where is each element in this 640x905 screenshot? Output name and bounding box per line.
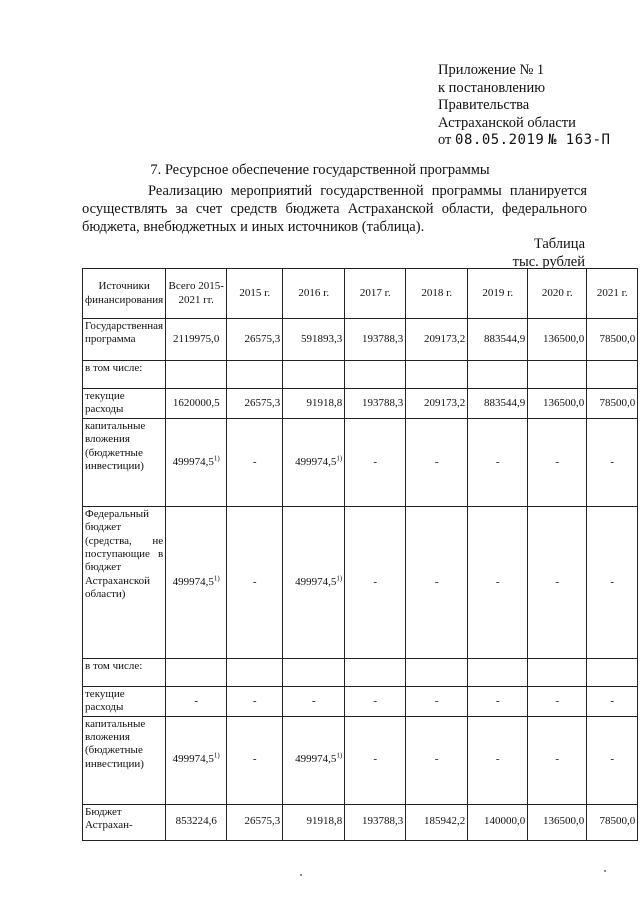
cell-value: 1620000,5	[172, 396, 220, 409]
header-cell: 2021 г.	[587, 269, 638, 319]
cell-value: -	[495, 575, 500, 588]
source-cell	[83, 418, 166, 506]
value-cell	[345, 686, 406, 716]
table-row	[83, 658, 638, 686]
value-cell	[345, 506, 406, 658]
cell-value: 136500,0	[542, 815, 585, 828]
cell-value: -	[434, 455, 439, 468]
table-body	[83, 319, 638, 841]
value-cell	[406, 389, 468, 419]
cell-value: -	[252, 753, 257, 766]
value-cell	[283, 716, 345, 804]
scan-speck	[604, 870, 606, 872]
cell-value: 91918,8	[306, 396, 343, 409]
cell-value: 853224,6	[175, 815, 217, 828]
source-cell	[83, 686, 166, 716]
value-cell	[166, 506, 227, 658]
cell-value: -	[610, 455, 615, 468]
value-cell	[227, 389, 283, 419]
cell-value: -	[610, 694, 615, 707]
decree-date: 08.05.2019	[455, 132, 545, 149]
cell-value: 591893,3	[300, 332, 343, 345]
value-cell	[227, 361, 283, 389]
source-cell	[83, 804, 166, 840]
footnote-mark: 1)	[336, 573, 343, 582]
cell-value: 193788,3	[361, 815, 404, 828]
table-row	[83, 686, 638, 716]
header-cell: 2017 г.	[345, 269, 406, 319]
cell-value: -	[252, 694, 257, 707]
appendix-line-1: Приложение № 1	[438, 62, 545, 78]
cell-value: 26575,3	[244, 396, 281, 409]
table-row	[83, 319, 638, 361]
header-cell: Всего 2015-2021 гг.	[166, 269, 227, 319]
value-cell	[587, 389, 638, 419]
source-label: капитальные вложения (бюджетные инвестиции)	[85, 717, 146, 770]
table-row	[83, 361, 638, 389]
cell-value: 26575,3	[244, 815, 281, 828]
value-cell	[406, 418, 468, 506]
value-cell	[345, 319, 406, 361]
value-cell	[166, 361, 227, 389]
source-label: в том числе:	[85, 362, 143, 374]
header-cell: 2019 г.	[468, 269, 528, 319]
source-label: капитальные вложения (бюджетные инвестиции)	[85, 419, 146, 473]
cell-value: 78500,0	[599, 815, 636, 828]
cell-value: -	[434, 694, 439, 707]
footnote-mark: 1)	[213, 453, 220, 462]
resource-table	[82, 268, 638, 841]
source-cell	[83, 716, 166, 804]
source-label: текущие расходы	[85, 687, 125, 714]
value-cell	[468, 418, 528, 506]
value-cell	[468, 804, 528, 840]
cell-value: 499974,5	[295, 753, 337, 766]
value-cell	[166, 716, 227, 804]
value-cell	[468, 686, 528, 716]
value-cell	[227, 418, 283, 506]
value-cell	[406, 716, 468, 804]
value-cell	[345, 389, 406, 419]
intro-paragraph	[82, 183, 587, 236]
cell-value: -	[252, 575, 257, 588]
cell-value: -	[555, 694, 560, 707]
value-cell	[345, 804, 406, 840]
source-cell	[83, 319, 166, 361]
cell-value: 26575,3	[244, 332, 281, 345]
value-cell	[227, 506, 283, 658]
value-cell	[587, 716, 638, 804]
cell-value: 91918,8	[306, 815, 343, 828]
decree-date-number	[438, 132, 610, 150]
source-label: текущие расходы	[85, 390, 125, 416]
cell-value: 140000,0	[483, 815, 526, 828]
value-cell	[587, 361, 638, 389]
value-cell	[468, 389, 528, 419]
cell-value: 499974,5	[172, 455, 214, 468]
cell-value: -	[373, 753, 378, 766]
value-cell	[528, 716, 587, 804]
table-row	[83, 804, 638, 840]
value-cell	[283, 804, 345, 840]
table-row	[83, 389, 638, 419]
value-cell	[587, 804, 638, 840]
cell-value: -	[373, 575, 378, 588]
intro-text: Реализацию мероприятий государственной программы планируется осуществлять за счет средств бюджета Астраханской области, федерального бюджета, внебюджетных и иных источников (таблица).	[82, 183, 587, 235]
value-cell	[406, 506, 468, 658]
source-label: Государственная программа	[85, 320, 164, 346]
source-cell	[83, 506, 166, 658]
cell-value: -	[252, 455, 257, 468]
header-cell: 2016 г.	[283, 269, 345, 319]
cell-value: -	[373, 455, 378, 468]
value-cell	[283, 418, 345, 506]
value-cell	[406, 319, 468, 361]
cell-value: 193788,3	[361, 396, 404, 409]
value-cell	[166, 319, 227, 361]
table-row	[83, 716, 638, 804]
cell-value: -	[555, 455, 560, 468]
table-row	[83, 418, 638, 506]
value-cell	[528, 658, 587, 686]
decree-number: № 163-П	[547, 132, 611, 149]
value-cell	[166, 389, 227, 419]
cell-value: 185942,2	[423, 815, 466, 828]
cell-value: 136500,0	[542, 332, 585, 345]
header-cell: 2015 г.	[227, 269, 283, 319]
value-cell	[283, 361, 345, 389]
value-cell	[587, 506, 638, 658]
value-cell	[528, 686, 587, 716]
cell-value: 78500,0	[599, 396, 636, 409]
value-cell	[227, 804, 283, 840]
section-title: 7. Ресурсное обеспечение государственной программы	[150, 162, 490, 178]
cell-value: -	[555, 753, 560, 766]
cell-value: 499974,5	[295, 575, 337, 588]
source-cell	[83, 658, 166, 686]
table-label: Таблица	[533, 236, 585, 252]
cell-value: 78500,0	[599, 332, 636, 345]
cell-value: -	[495, 694, 500, 707]
cell-value: -	[610, 753, 615, 766]
footnote-mark: 1)	[336, 751, 343, 760]
table-caption	[513, 236, 585, 271]
cell-value: -	[194, 694, 199, 707]
value-cell	[227, 658, 283, 686]
value-cell	[468, 658, 528, 686]
cell-value: -	[373, 694, 378, 707]
value-cell	[166, 418, 227, 506]
scan-speck	[300, 874, 302, 876]
cell-value: 193788,3	[361, 332, 404, 345]
footnote-mark: 1)	[213, 751, 220, 760]
value-cell	[166, 658, 227, 686]
cell-value: -	[434, 575, 439, 588]
value-cell	[166, 804, 227, 840]
cell-value: 499974,5	[172, 575, 214, 588]
table-row	[83, 506, 638, 658]
cell-value: 499974,5	[295, 455, 337, 468]
cell-value: -	[555, 575, 560, 588]
value-cell	[283, 506, 345, 658]
cell-value: -	[495, 455, 500, 468]
cell-value: 209173,2	[423, 396, 466, 409]
decree-date-prefix: от	[438, 132, 452, 149]
value-cell	[283, 658, 345, 686]
cell-value: -	[434, 753, 439, 766]
cell-value: 883544,9	[483, 396, 526, 409]
appendix-header	[438, 62, 610, 150]
footnote-mark: 1)	[213, 573, 220, 582]
appendix-line-4: Астраханской области	[438, 114, 576, 131]
source-label: Федеральный бюджет (средства, не поступающие в бюджет Астраханской области)	[85, 507, 164, 601]
value-cell	[587, 658, 638, 686]
value-cell	[283, 319, 345, 361]
value-cell	[468, 506, 528, 658]
value-cell	[227, 716, 283, 804]
value-cell	[227, 319, 283, 361]
header-cell: 2018 г.	[406, 269, 468, 319]
cell-value: 499974,5	[172, 753, 214, 766]
value-cell	[283, 686, 345, 716]
value-cell	[587, 319, 638, 361]
value-cell	[468, 361, 528, 389]
value-cell	[528, 804, 587, 840]
source-label: Бюджет Астрахан-	[85, 805, 133, 832]
source-cell	[83, 389, 166, 419]
value-cell	[406, 361, 468, 389]
value-cell	[587, 686, 638, 716]
value-cell	[283, 389, 345, 419]
appendix-line-3: Правительства	[438, 97, 530, 114]
value-cell	[345, 716, 406, 804]
value-cell	[468, 319, 528, 361]
value-cell	[528, 506, 587, 658]
source-cell	[83, 361, 166, 389]
table-header-row	[83, 269, 638, 319]
value-cell	[406, 686, 468, 716]
cell-value: -	[495, 753, 500, 766]
value-cell	[406, 658, 468, 686]
value-cell	[345, 361, 406, 389]
header-cell: 2020 г.	[528, 269, 587, 319]
value-cell	[528, 319, 587, 361]
units-label: тыс. рублей	[512, 253, 585, 270]
cell-value: -	[610, 575, 615, 588]
value-cell	[528, 361, 587, 389]
value-cell	[345, 658, 406, 686]
value-cell	[166, 686, 227, 716]
header-cell: Источники финансирования	[83, 269, 166, 319]
value-cell	[528, 418, 587, 506]
footnote-mark: 1)	[336, 453, 343, 462]
value-cell	[227, 686, 283, 716]
cell-value: 209173,2	[423, 332, 466, 345]
appendix-line-2: к постановлению	[438, 79, 546, 96]
value-cell	[528, 389, 587, 419]
cell-value: -	[311, 694, 316, 707]
value-cell	[345, 418, 406, 506]
source-label: в том числе:	[85, 659, 143, 672]
value-cell	[587, 418, 638, 506]
cell-value: 136500,0	[542, 396, 585, 409]
cell-value: 883544,9	[483, 332, 526, 345]
value-cell	[406, 804, 468, 840]
cell-value: 2119975,0	[173, 332, 220, 345]
value-cell	[468, 716, 528, 804]
